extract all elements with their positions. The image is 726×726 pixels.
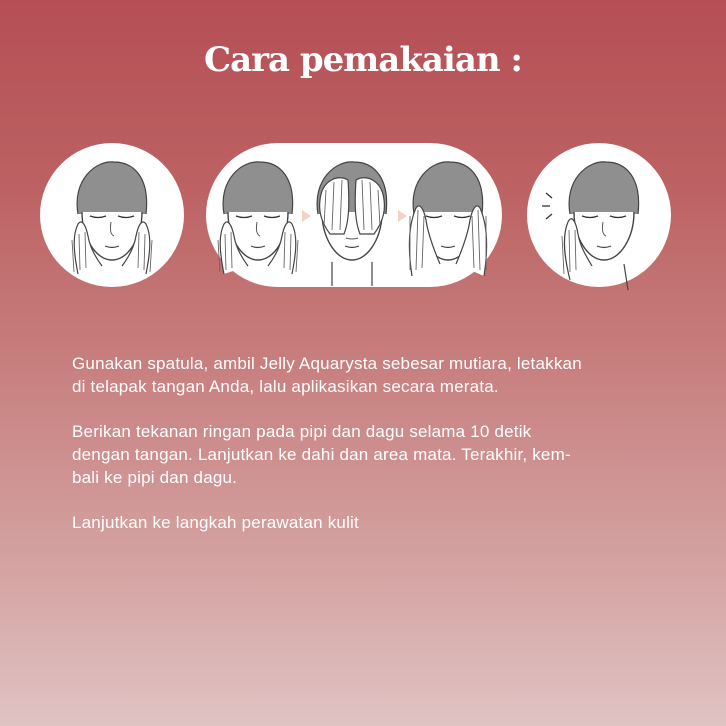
usage-illustration [0, 130, 726, 300]
step-2c-face [409, 162, 486, 276]
instruction-paragraph-3: Lanjutkan ke langkah perawatan kulit [72, 513, 359, 532]
instructions [72, 352, 672, 556]
step-2-pill [206, 143, 502, 287]
instruction-paragraph-2: Berikan tekanan ringan pada pipi dan dagu selama 10 detik dengan tangan. Lanjutkan ke dahi dan area mata. Terakhir, kem- bali ke pipi dan dagu. [72, 422, 571, 487]
page-title: Cara pemakaian : [204, 40, 522, 80]
step-1-face [72, 162, 152, 274]
step-3-circle [527, 143, 671, 290]
step-1-circle [40, 143, 184, 287]
step-2a-face [218, 162, 298, 274]
instruction-paragraph-1: Gunakan spatula, ambil Jelly Aquarysta sebesar mutiara, letakkan di telapak tangan Anda, lalu aplikasikan secara merata. [72, 354, 582, 396]
